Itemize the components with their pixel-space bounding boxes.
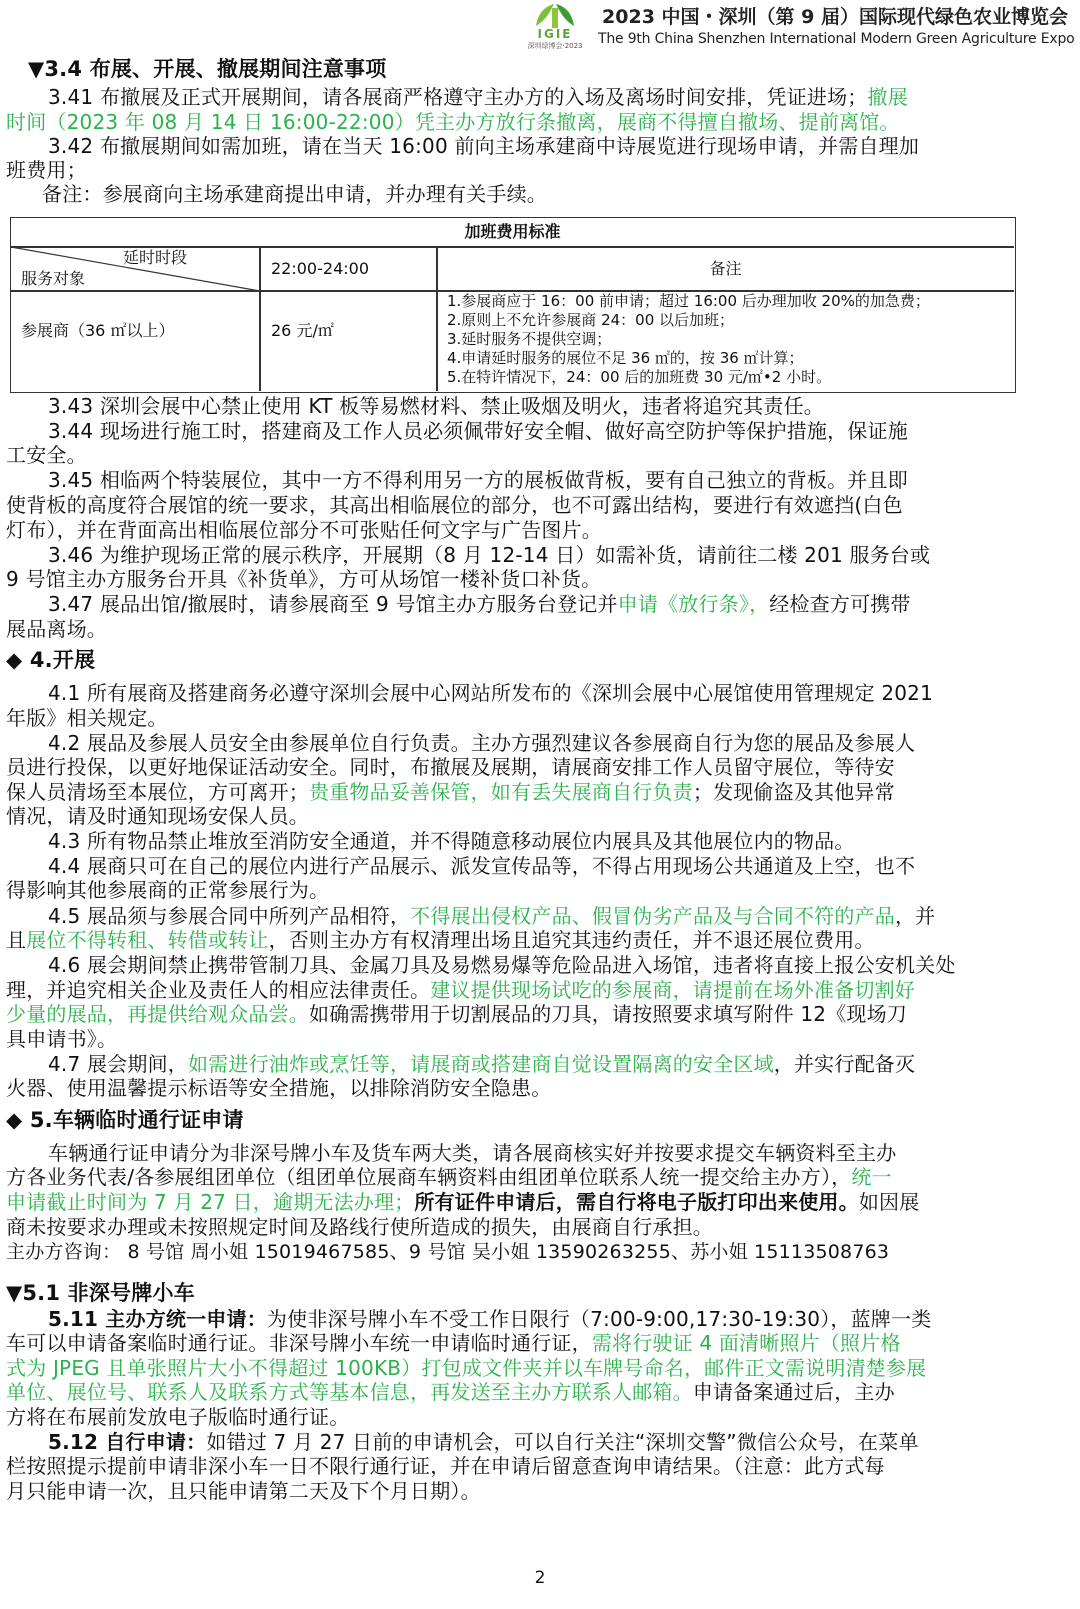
diag-header-time: 延时时段 (123, 248, 188, 267)
para-5-11-line2: 车可以申请备案临时通行证。非深号牌小车统一申请临时通行证，需将行驶证 4 面清晰照片（照片格 (6, 1331, 901, 1355)
section-3-4-heading: ▼3.4 布展、开展、撤展期间注意事项 (28, 57, 387, 81)
para-5-line4: 商未按要求办理或未按照规定时间及路线行使所造成的损失，由展商自行承担。 (6, 1215, 713, 1239)
para-3-41-line1: 3.41 布撤展及正式开展期间，请各展商严格遵守主办方的入场及离场时间安排，凭证进场；撤展 (48, 85, 908, 109)
para-3-46-line2: 9 号馆主办方服务台开具《补货单》，方可从场馆一楼补货口补货。 (6, 567, 602, 591)
column-header-note: 备注 (709, 259, 742, 278)
para-3-44-line1: 3.44 现场进行施工时，搭建商及工作人员必须佩带好安全帽、做好高空防护等保护措施，保证施 (48, 419, 908, 443)
expo-title-cn: 2023 中国・深圳（第 9 届）国际现代绿色农业博览会 (602, 6, 1068, 28)
para-4-6-line4: 具申请书》。 (6, 1027, 118, 1051)
para-5-line2: 方各业务代表/各参展组团单位（组团单位展商车辆资料由组团单位联系人统一提交给主办方），统一 (6, 1165, 892, 1189)
para-4-6-line2: 理，并追究相关企业及责任人的相应法律责任。建议提供现场试吃的参展商，请提前在场外准备切割好 (6, 978, 916, 1002)
section-4-heading: ◆ 4.开展 (6, 648, 96, 672)
para-5-line1: 车辆通行证申请分为非深号牌小车及货车两大类，请各展商核实好并按要求提交车辆资料至主办 (48, 1141, 897, 1165)
section-5-1-heading: ▼5.1 非深号牌小车 (6, 1281, 195, 1305)
table-title: 加班费用标准 (464, 222, 561, 241)
para-4-3: 4.3 所有物品禁止堆放至消防安全通道，并不得随意移动展位内展具及其他展位内的物品。 (48, 829, 855, 853)
page-number: 2 (534, 1568, 546, 1588)
para-5-11-line4: 单位、展位号、联系人及联系方式等基本信息，再发送至主办方联系人邮箱。申请备案通过后，主办 (6, 1380, 895, 1404)
para-5-11-line1: 5.11 主办方统一申请：为使非深号牌小车不受工作日限行（7:00-9:00,17:30-19:30），蓝牌一类 (48, 1307, 932, 1331)
overtime-fee-table (10, 217, 1016, 393)
para-3-47-line1: 3.47 展品出馆/撤展时，请参展商至 9 号馆主办方服务台登记并申请《放行条》，经检查方可携带 (48, 592, 911, 616)
para-4-4-line2: 得影响其他参展商的正常参展行为。 (6, 878, 330, 902)
para-4-6-line3: 少量的展品，再提供给观众品尝。如确需携带用于切割展品的刀具，请按照要求填写附件 12《现场刀 (6, 1002, 908, 1026)
logo-subtext: 深圳绿博会·2023 (527, 42, 583, 50)
para-4-7-line1: 4.7 展会期间，如需进行油炸或烹饪等，请展商或搭建商自觉设置隔离的安全区域，并实行配备灭 (48, 1052, 916, 1076)
para-4-1-line1: 4.1 所有展商及搭建商务必遵守深圳会展中心网站所发布的《深圳会展中心展馆使用管理规定 2021 (48, 681, 934, 705)
para-3-43: 3.43 深圳会展中心禁止使用 KT 板等易燃材料、禁止吸烟及明火，违者将追究其责任。 (48, 394, 824, 418)
para-3-42-line1: 3.42 布撤展期间如需加班，请在当天 16:00 前向主场承建商中诗展览进行现场申请，并需自理加 (48, 134, 920, 158)
para-5-line3: 申请截止时间为 7 月 27 日，逾期无法办理；所有证件申请后，需自行将电子版打印出来使用。如因展 (6, 1190, 920, 1214)
para-5-11-line3: 式为 JPEG 且单张照片大小不得超过 100KB）打包成文件夹并以车牌号命名，邮件正文需说明清楚参展 (6, 1356, 927, 1380)
para-4-5-line2: 且展位不得转租、转借或转让，否则主办方有权清理出场且追究其违约责任，并不退还展位费用。 (6, 928, 875, 952)
note-item: 5.在特许情况下，24：00 后的加班费 30 元/㎡•2 小时。 (447, 368, 832, 386)
para-5-11-line5: 方将在布展前发放电子版临时通行证。 (6, 1405, 350, 1429)
para-4-4-line1: 4.4 展商只可在自己的展位内进行产品展示、派发宣传品等，不得占用现场公共通道及上空，也不 (48, 854, 916, 878)
row-price: 26 元/㎡ (271, 321, 334, 340)
para-5-12-line1: 5.12 自行申请：如错过 7 月 27 日前的申请机会，可以自行关注“深圳交警”微信公众号，在菜单 (48, 1430, 919, 1454)
para-3-47-line2: 展品离场。 (6, 617, 107, 641)
row-label: 参展商（36 ㎡以上） (21, 321, 175, 340)
leaf-logo-icon (530, 0, 580, 28)
para-3-46-line1: 3.46 为维护现场正常的展示秩序，开展期（8 月 12-14 日）如需补货，请前往二楼 201 服务台或 (48, 543, 931, 567)
expo-logo (520, 0, 590, 54)
para-4-6-line1: 4.6 展会期间禁止携带管制刀具、金属刀具及易燃易爆等危险品进入场馆，违者将直接上报公安机关处 (48, 953, 956, 977)
page-header (0, 0, 1080, 58)
note-item: 2.原则上不允许参展商 24：00 以后加班； (447, 311, 735, 329)
column-header-time: 22:00-24:00 (271, 259, 369, 278)
para-3-45-line2: 使背板的高度符合展馆的统一要求，其高出相临展位的部分，也不可露出结构，要进行有效遮挡(白色 (6, 493, 903, 517)
logo-text: IGIE (537, 27, 573, 41)
contact-line: 主办方咨询： 8 号馆 周小姐 15019467585、9 号馆 吴小姐 13590263255、苏小姐 15113508763 (6, 1241, 890, 1263)
para-4-2-line4: 情况，请及时通知现场安保人员。 (6, 804, 309, 828)
para-3-42-line2: 班费用； (6, 158, 87, 182)
para-3-45-line1: 3.45 相临两个特装展位，其中一方不得利用另一方的展板做背板，要有自己独立的背板。并且即 (48, 468, 908, 492)
note-item: 3.延时服务不提供空调； (447, 330, 612, 348)
remark-line: 备注：参展商向主场承建商提出申请，并办理有关手续。 (42, 182, 547, 206)
para-5-12-line3: 月只能申请一次，且只能申请第二天及下个月日期）。 (6, 1479, 481, 1503)
note-item: 1.参展商应于 16：00 前申请；超过 16:00 后办理加收 20%的加急费； (447, 292, 930, 310)
para-4-7-line2: 火器、使用温馨提示标语等安全措施，以排除消防安全隐患。 (6, 1076, 552, 1100)
note-item: 4.申请延时服务的展位不足 36 ㎡的，按 36 ㎡计算； (447, 349, 804, 367)
para-5-12-line2: 栏按照提示提前申请非深小车一日不限行通行证，并在申请后留意查询申请结果。（注意：此方式每 (6, 1454, 885, 1478)
para-4-2-line2: 员进行投保，以更好地保证活动安全。同时，布撤展及展期，请展商安排工作人员留守展位，等待安 (6, 755, 895, 779)
expo-title-en: The 9th China Shenzhen International Modern Green Agriculture Expo (598, 31, 1075, 47)
diag-header-target: 服务对象 (21, 269, 86, 288)
para-4-1-line2: 年版》相关规定。 (6, 706, 168, 730)
para-4-2-line1: 4.2 展品及参展人员安全由参展单位自行负责。主办方强烈建议各参展商自行为您的展品及参展人 (48, 731, 916, 755)
para-3-41-line2: 时间（2023 年 08 月 14 日 16:00-22:00）凭主办方放行条撤离，展商不得擅自撤场、提前离馆。 (6, 110, 900, 134)
section-5-heading: ◆ 5.车辆临时通行证申请 (6, 1108, 244, 1132)
para-4-5-line1: 4.5 展品须与参展合同中所列产品相符，不得展出侵权产品、假冒伪劣产品及与合同不符的产品，并 (48, 904, 936, 928)
para-4-2-line3: 保人员清场至本展位，方可离开；贵重物品妥善保管，如有丢失展商自行负责；发现偷盗及其他异常 (6, 780, 895, 804)
para-3-44-line2: 工安全。 (6, 443, 87, 467)
para-3-45-line3: 灯布），并在背面高出相临展位部分不可张贴任何文字与广告图片。 (6, 518, 602, 542)
